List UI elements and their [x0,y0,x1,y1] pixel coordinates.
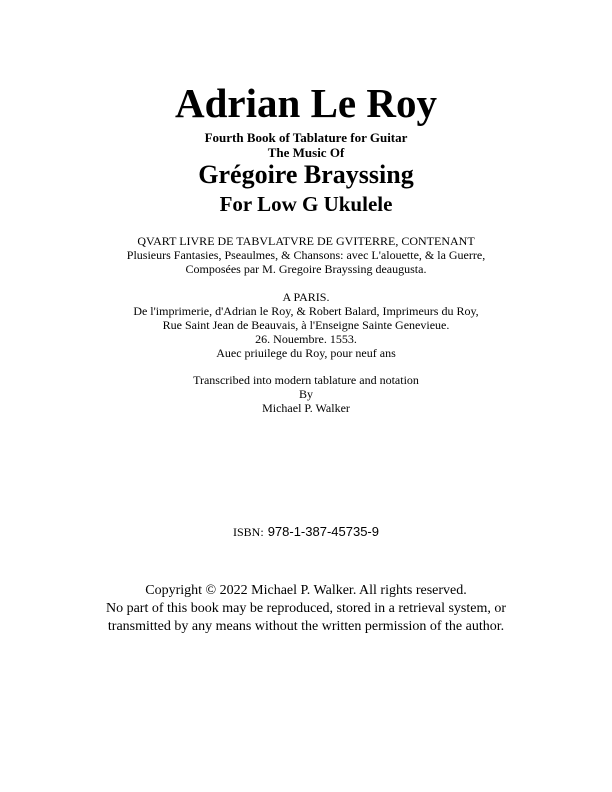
original-title-line: QVART LIVRE DE TABVLATVRE DE GVITERRE, CONTENANT [137,234,475,248]
credits-block [0,373,612,415]
imprint-block [0,290,612,360]
imprint-line: De l'imprimerie, d'Adrian le Roy, & Robert Balard, Imprimeurs du Roy, [133,304,479,318]
copyright-line: transmitted by any means without the written permission of the author. [107,619,505,634]
composer-name: Grégoire Brayssing [198,160,414,189]
subtitle-line: The Music Of [267,145,345,160]
isbn-block [0,524,612,540]
credits-by: By [298,387,313,401]
isbn-label: ISBN: [233,525,264,539]
subtitle-block [0,130,612,160]
credits-line: Transcribed into modern tablature and notation [193,373,419,387]
isbn-value: 978-1-387-45735-9 [267,524,379,539]
instrument-name: For Low G Ukulele [219,192,393,216]
original-title-line: Plusieurs Fantasies, Pseaulmes, & Chansons: avec L'alouette, & la Guerre, [126,248,486,262]
imprint-city: A PARIS. [282,290,330,304]
copyright-line: No part of this book may be reproduced, stored in a retrieval system, or [105,601,507,616]
imprint-line: Rue Saint Jean de Beauvais, à l'Enseigne Sainte Genevieue. [162,318,450,332]
composer-title [0,160,612,190]
copyright-line: Copyright © 2022 Michael P. Walker. All rights reserved. [145,583,467,598]
author-name: Adrian Le Roy [175,80,437,126]
subtitle-line: Fourth Book of Tablature for Guitar [204,130,408,145]
original-title-block [0,234,612,276]
copyright-block [0,582,612,636]
transcriber-name: Michael P. Walker [262,401,350,415]
original-title-line: Composées par M. Gregoire Brayssing deaugusta. [185,262,427,276]
imprint-date: 26. Nouembre. 1553. [255,332,357,346]
instrument-title [0,191,612,217]
imprint-privilege: Auec priuilege du Roy, pour neuf ans [216,346,396,360]
author-title [0,80,612,126]
